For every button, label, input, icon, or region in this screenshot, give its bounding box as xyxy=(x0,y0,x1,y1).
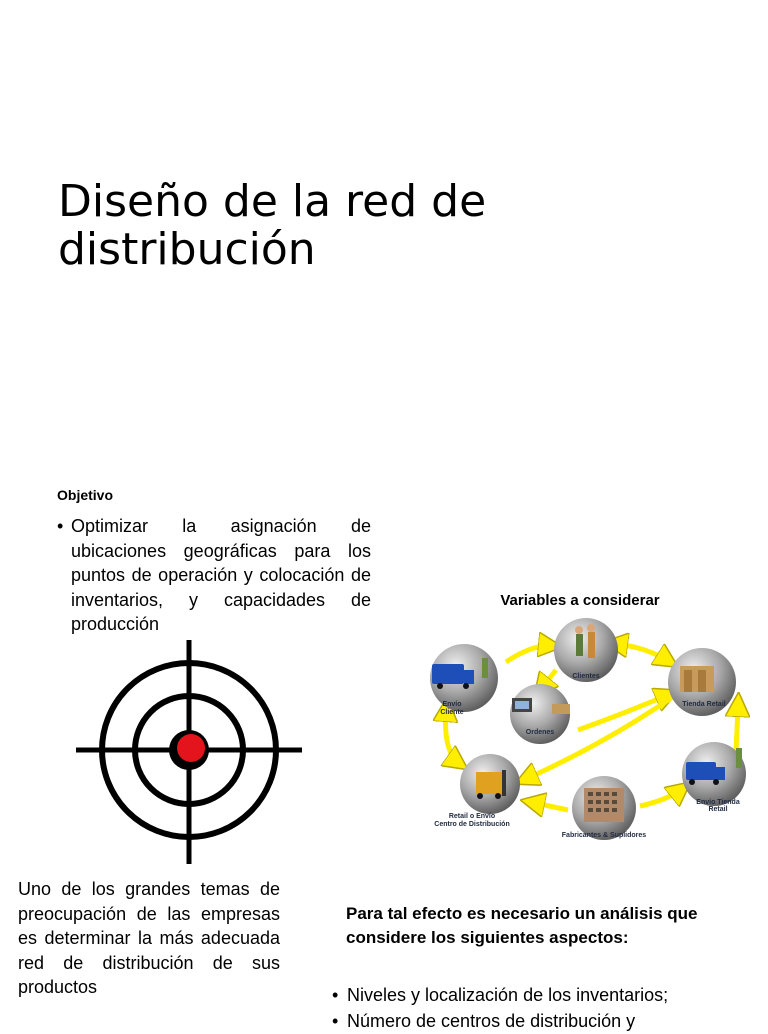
node-ordenes xyxy=(510,684,570,744)
aspects-list xyxy=(332,982,722,1034)
node-envio-tienda xyxy=(682,742,746,813)
node-centro-distribucion xyxy=(434,754,520,828)
node-label-envio-tienda-1: Envío Tienda xyxy=(696,799,740,806)
variables-heading: Variables a considerar xyxy=(500,592,660,609)
node-clientes xyxy=(554,618,618,682)
page-title: Diseño de la red de distribución xyxy=(58,176,487,275)
node-label-tienda-retail: Tienda Retail xyxy=(682,701,726,708)
node-label-centro-2: Centro de Distribución xyxy=(434,821,510,828)
intro-paragraph: Uno de los grandes temas de preocupación de las empresas es determinar la más adecuada red de distribución de sus productos xyxy=(18,879,280,997)
node-label-envio-cliente-2: Cliente xyxy=(440,709,464,716)
node-label-envio-cliente-1: Envío xyxy=(442,701,462,708)
node-label-ordenes: Ordenes xyxy=(525,729,555,736)
objective-bullet: • Optimizar la asignación de ubicaciones geográficas para los puntos de operación y colocación de inventarios, y capacidades de producción xyxy=(57,514,371,637)
node-label-centro-1: Retail o Envío xyxy=(448,813,496,820)
objective-heading: Objetivo xyxy=(57,487,114,503)
node-fabricantes xyxy=(562,776,647,840)
analysis-heading: Para tal efecto es necesario un análisis que considere los siguientes aspectos: xyxy=(346,904,698,947)
distribution-network-diagram xyxy=(418,612,754,850)
aspect-bullet-2: • Número de centros de distribución y xyxy=(332,1008,722,1034)
node-tienda-retail xyxy=(668,648,736,716)
aspect-bullet-1: • Niveles y localización de los inventarios; xyxy=(332,982,722,1008)
objective-list xyxy=(57,514,371,637)
node-label-fabricantes: Fabricantes & Suplidores xyxy=(561,832,647,839)
node-envio-cliente xyxy=(430,644,498,716)
node-label-envio-tienda-2: Retail xyxy=(708,806,728,813)
target-icon xyxy=(76,640,302,866)
node-label-clientes: Clientes xyxy=(572,673,600,680)
